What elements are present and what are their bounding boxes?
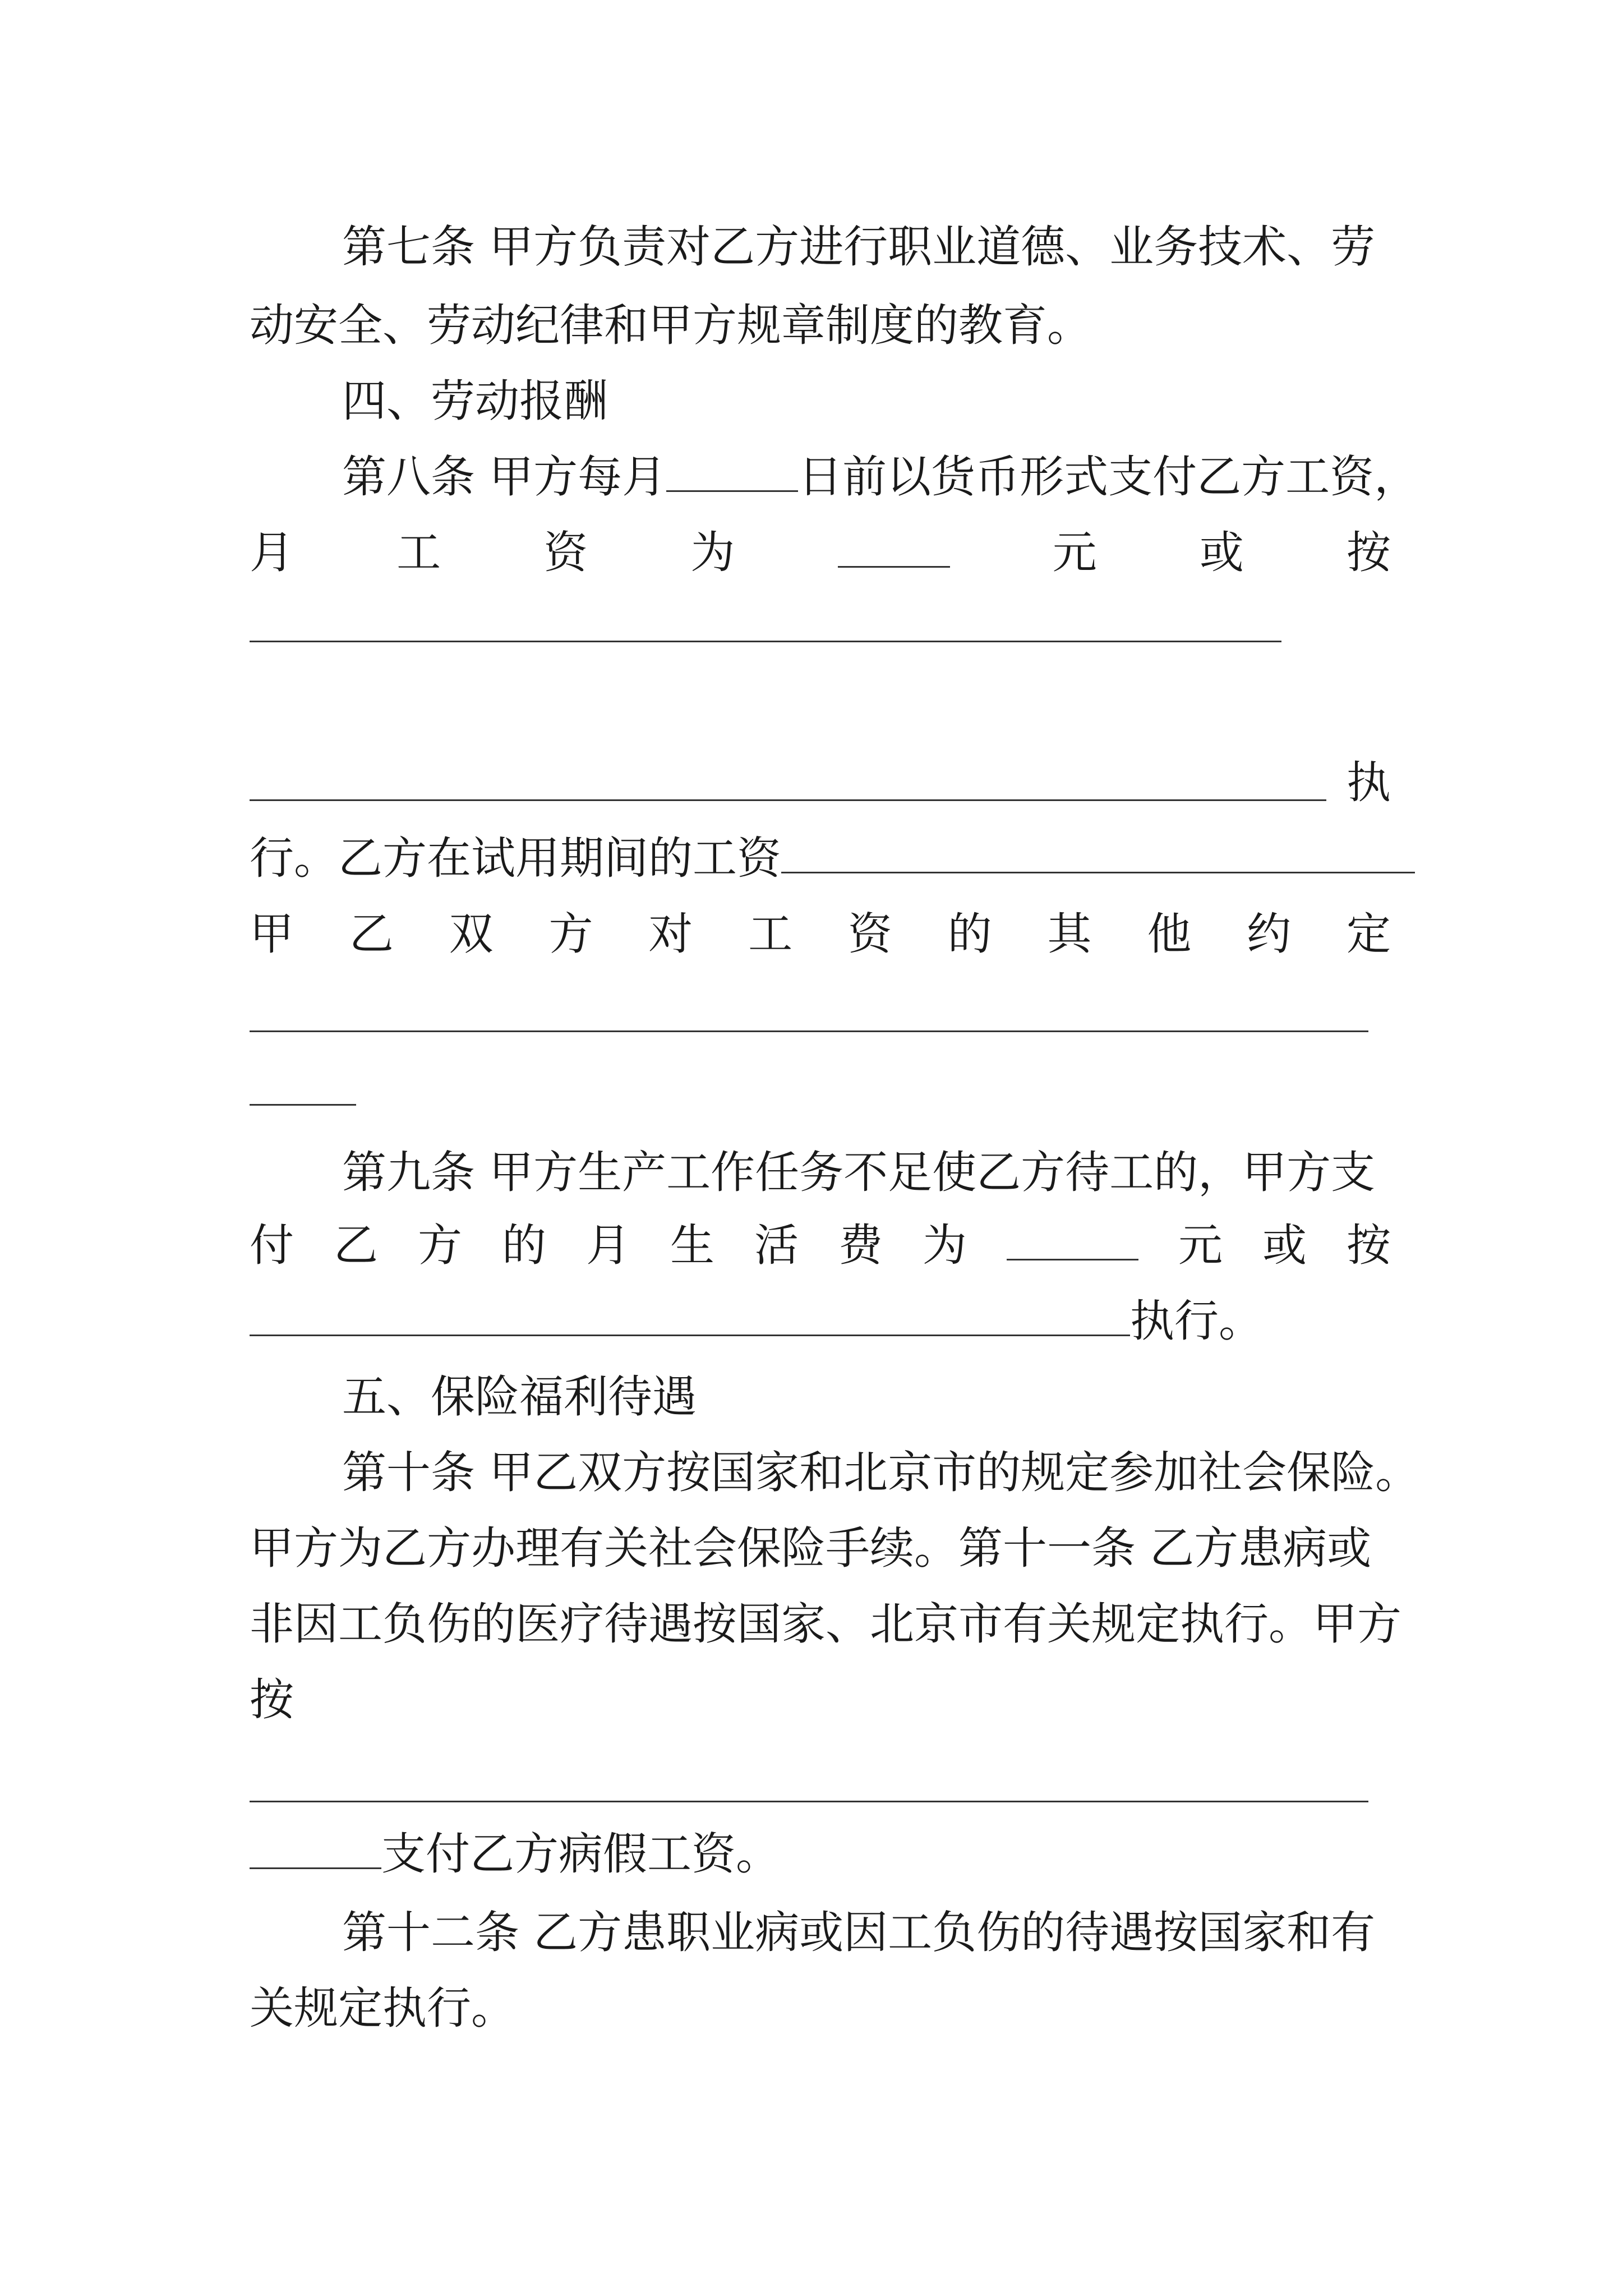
article-8-line-4 xyxy=(250,830,1391,886)
char: 约 xyxy=(1247,908,1292,960)
char: 费 xyxy=(838,1220,883,1271)
char: 定 xyxy=(1346,908,1391,960)
char: 月 xyxy=(586,1220,630,1271)
article-8-line-1 xyxy=(342,449,1419,505)
char: 为 xyxy=(923,1220,967,1271)
article-10-line-1: 第十条 甲乙双方按国家和北京市的规定参加社会保险。 xyxy=(342,1447,1420,1498)
article-11-line-5 xyxy=(250,1826,1391,1882)
char: 生 xyxy=(670,1220,714,1271)
blank-line xyxy=(250,1104,356,1106)
char: 甲 xyxy=(250,908,294,960)
char: 工 xyxy=(748,908,793,960)
char: 乙 xyxy=(334,1220,378,1271)
article-8-line-2 xyxy=(250,524,1391,581)
article-12-line-2: 关规定执行。 xyxy=(250,1982,515,2034)
monthly-salary-blank xyxy=(838,524,950,568)
char: 或 xyxy=(1262,1220,1307,1271)
char: 双 xyxy=(449,908,494,960)
article-9-line-3 xyxy=(250,1293,1391,1349)
probation-salary-text: 行。乙方在试用期间的工资 xyxy=(250,832,781,884)
article-12-line-1: 第十二条 乙方患职业病或因工负伤的待遇按国家和有 xyxy=(342,1907,1376,1958)
char: 按 xyxy=(1347,1220,1391,1271)
article-9-line-1: 第九条 甲方生产工作任务不足使乙方待工的，甲方支 xyxy=(342,1147,1376,1198)
blank-line xyxy=(250,1801,1368,1802)
char: 的 xyxy=(502,1220,546,1271)
probation-salary-blank xyxy=(781,830,1415,873)
article-9-line-2 xyxy=(250,1217,1391,1273)
char: 他 xyxy=(1147,908,1192,960)
char: 的 xyxy=(947,908,992,960)
section-4-heading: 四、劳动报酬 xyxy=(342,375,608,427)
char: 为 xyxy=(690,527,735,578)
sick-pay-blank xyxy=(250,1826,381,1869)
article-9-exec-text: 执行。 xyxy=(1130,1295,1263,1347)
article-8-text-a: 第八条 甲方每月 xyxy=(342,451,667,503)
blank-line xyxy=(250,641,1281,642)
char: 月 xyxy=(250,527,294,578)
char: 按 xyxy=(1346,527,1391,578)
char: 方 xyxy=(548,908,593,960)
article-7-line-1: 第七条 甲方负责对乙方进行职业道德、业务技术、劳 xyxy=(342,221,1376,273)
article-7-line-2: 动安全、劳动纪律和甲方规章制度的教育。 xyxy=(250,300,1091,351)
article-11-line-3: 非因工负伤的医疗待遇按国家、北京市有关规定执行。甲方 xyxy=(250,1598,1401,1650)
section-5-heading: 五、保险福利待遇 xyxy=(342,1371,697,1423)
char: 付 xyxy=(250,1220,294,1271)
char: 工 xyxy=(396,527,441,578)
article-8-exec-char: 执 xyxy=(1347,757,1391,808)
char: 其 xyxy=(1047,908,1092,960)
char: 活 xyxy=(754,1220,799,1271)
char: 资 xyxy=(847,908,892,960)
article-8-text-b: 日前以货币形式支付乙方工资， xyxy=(798,451,1419,503)
char: 或 xyxy=(1199,527,1244,578)
blank-line xyxy=(250,1030,1368,1032)
char: 元 xyxy=(1178,1220,1223,1271)
pay-day-blank xyxy=(666,449,798,492)
char: 元 xyxy=(1052,527,1097,578)
article-10-line-2: 甲方为乙方办理有关社会保险手续。第十一条 乙方患病或 xyxy=(250,1522,1372,1574)
sick-pay-text: 支付乙方病假工资。 xyxy=(381,1828,780,1880)
char: 乙 xyxy=(349,908,394,960)
char: 对 xyxy=(648,908,693,960)
char: 资 xyxy=(543,527,588,578)
living-expense-standard-blank xyxy=(250,1293,1130,1336)
article-8-line-5 xyxy=(250,906,1391,962)
living-expense-blank xyxy=(1007,1217,1138,1260)
char: 方 xyxy=(418,1220,462,1271)
article-11-line-4: 按 xyxy=(250,1674,294,1726)
